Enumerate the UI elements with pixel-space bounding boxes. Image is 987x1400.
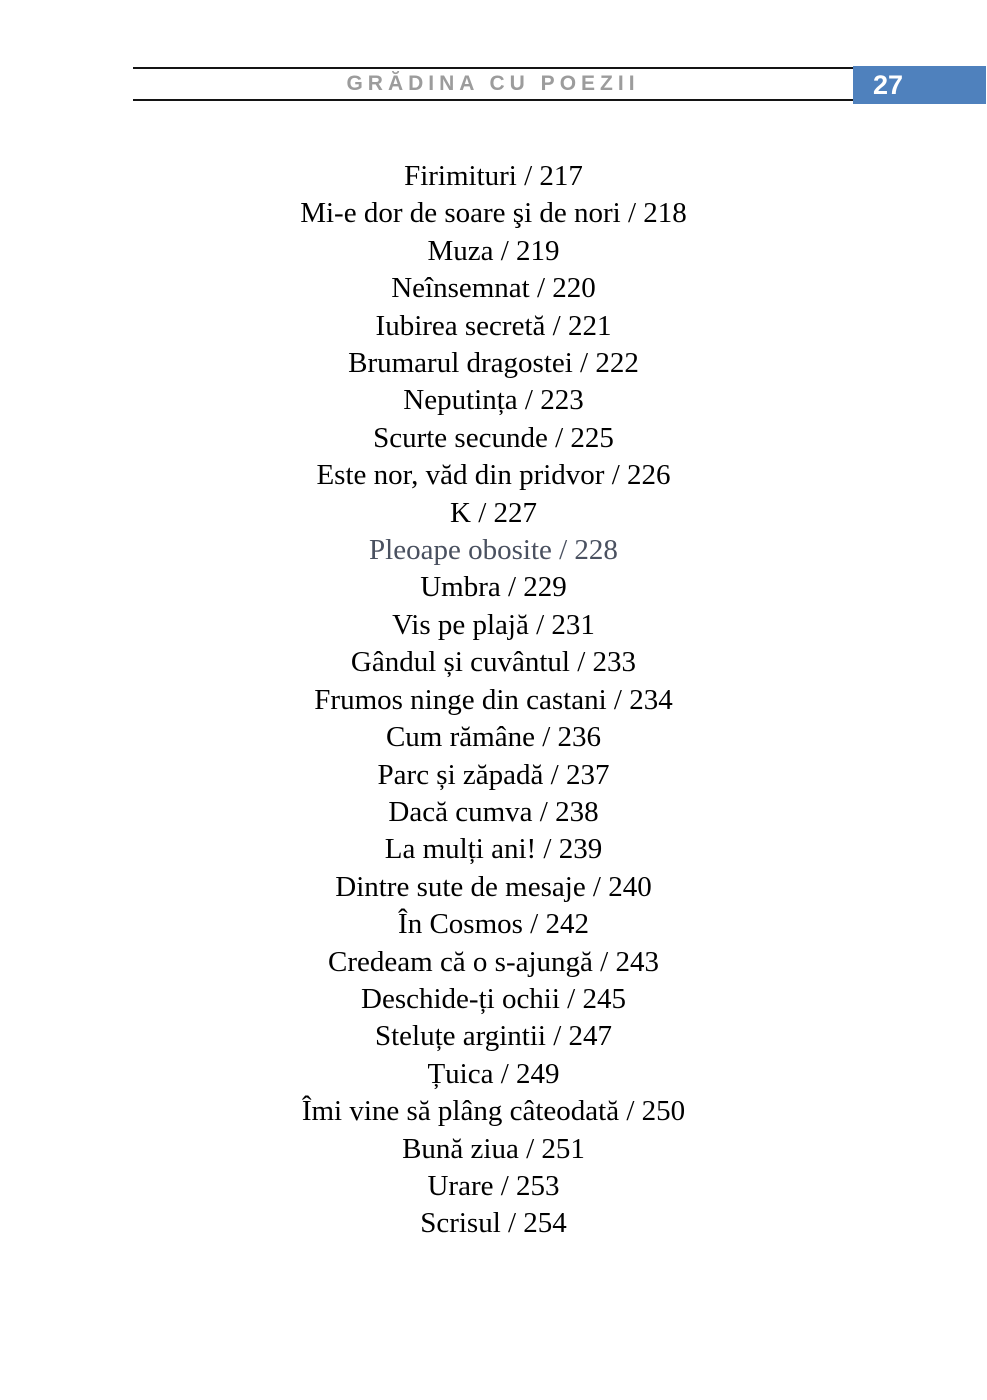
toc-entry: Țuica / 249 [427, 1057, 560, 1090]
toc-entry: Este nor, văd din pridvor / 226 [316, 459, 671, 492]
toc-entry: Muza / 219 [427, 234, 560, 267]
toc-entry: Vis pe plajă / 231 [392, 608, 595, 641]
toc-entry: Pleoape obosite / 228 [369, 534, 618, 567]
toc-entry: Neînsemnat / 220 [391, 272, 596, 305]
toc-entry: Mi-e dor de soare şi de nori / 218 [300, 197, 687, 230]
toc-entry: K / 227 [450, 496, 537, 529]
toc-entry: Dintre sute de mesaje / 240 [335, 870, 652, 903]
toc-entry: Brumarul dragostei / 222 [348, 347, 639, 380]
toc-entry: Parc și zăpadă / 237 [377, 758, 610, 791]
toc-entry: Urare / 253 [427, 1169, 560, 1202]
page-title: GRĂDINA CU POEZII [346, 72, 640, 95]
toc-entry: Îmi vine să plâng câteodată / 250 [301, 1095, 686, 1128]
toc-entry: Deschide-ți ochii / 245 [361, 982, 626, 1015]
toc-entry: Neputința / 223 [403, 384, 584, 417]
page-number: 27 [873, 69, 904, 100]
toc-entry: La mulți ani! / 239 [384, 833, 603, 866]
toc-entry: Scurte secunde / 225 [373, 421, 614, 454]
toc-entry: Steluțe argintii / 247 [374, 1020, 613, 1053]
page-number-badge [853, 66, 986, 104]
toc-entry: Dacă cumva / 238 [388, 795, 599, 828]
toc-entry: Cum rămâne / 236 [385, 721, 602, 754]
header-band [133, 67, 853, 101]
toc-entry: În Cosmos / 242 [398, 908, 589, 941]
toc-entry: Scrisul / 254 [420, 1207, 567, 1240]
toc-entry: Bună ziua / 251 [402, 1132, 585, 1165]
toc-list [0, 158, 987, 1243]
toc-entry: Firimituri / 217 [404, 160, 583, 192]
toc-entry: Credeam că o s-ajungă / 243 [328, 945, 659, 978]
toc-entry: Umbra / 229 [420, 571, 567, 604]
toc-entry: Iubirea secretă / 221 [375, 309, 612, 342]
toc-entry: Frumos ninge din castani / 234 [314, 683, 673, 716]
toc-entry: Gândul și cuvântul / 233 [350, 646, 637, 679]
